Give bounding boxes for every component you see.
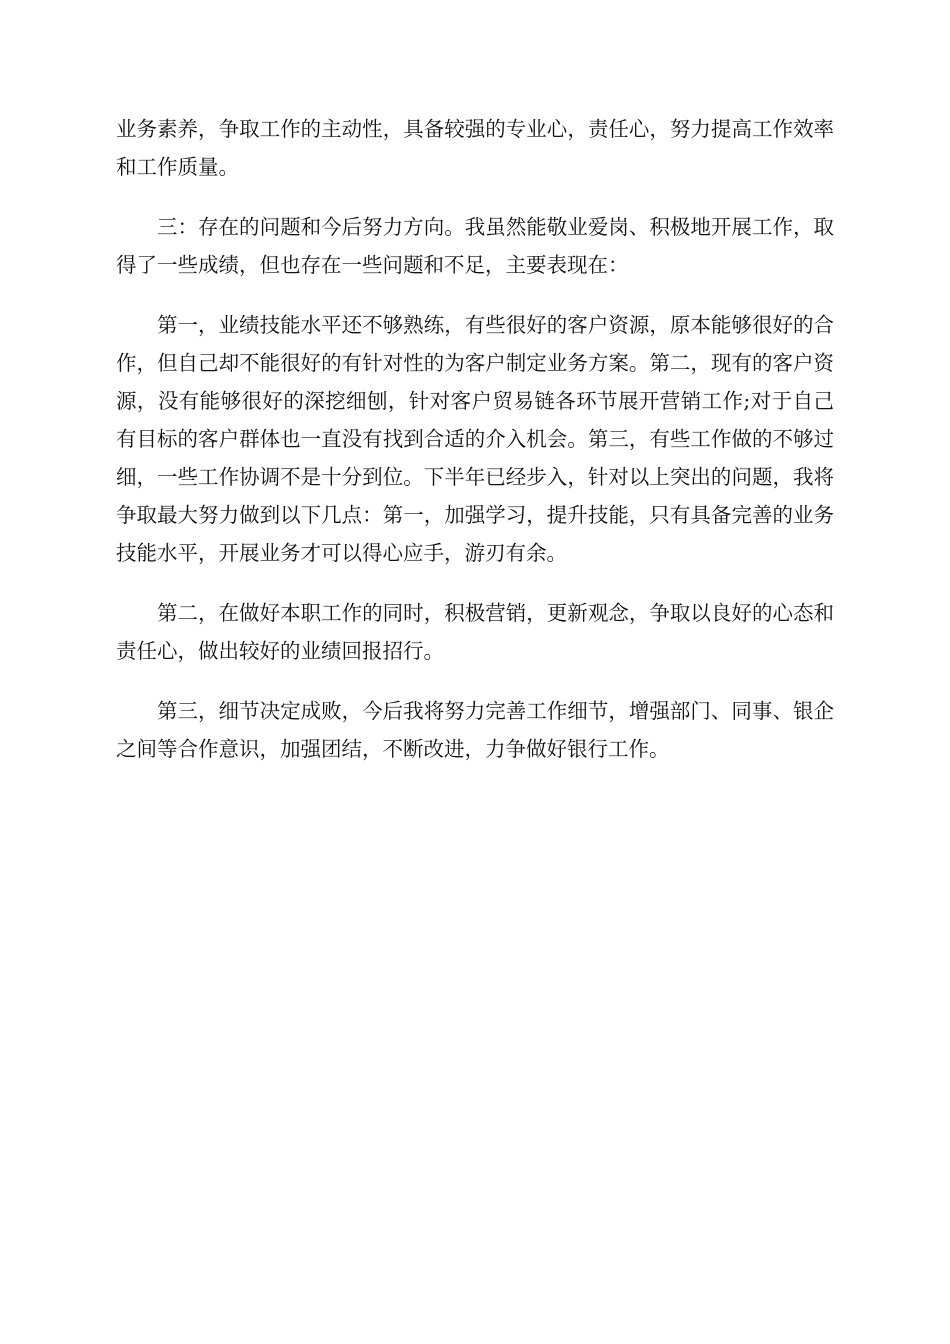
- document-body: [116, 110, 834, 790]
- paragraph-third-point: 第三，细节决定成败，今后我将努力完善工作细节，增强部门、同事、银企之间等合作意识，加强团结，不断改进，力争做好银行工作。: [116, 699, 834, 761]
- paragraph-first-point: 第一，业绩技能水平还不够熟练，有些很好的客户资源，原本能够很好的合作，但自己却不能很好的有针对性的为客户制定业务方案。第二，现有的客户资源，没有能够很好的深挖细刨，针对客户贸易链各环节展开营销工作;对于自己有目标的客户群体也一直没有找到合适的介入机会。第三，有些工作做的不够过细，一些工作协调不是十分到位。下半年已经步入，针对以上突出的问题，我将争取最大努力做到以下几点：第一，加强学习，提升技能，只有具备完善的业务技能水平，开展业务才可以得心应手，游刃有余。: [116, 313, 834, 565]
- paragraph-problems-intro: 三：存在的问题和今后努力方向。我虽然能敬业爱岗、积极地开展工作，取得了一些成绩，但也存在一些问题和不足，主要表现在：: [116, 215, 834, 277]
- paragraph-second-point: 第二，在做好本职工作的同时，积极营销，更新观念，争取以良好的心态和责任心，做出较好的业绩回报招行。: [116, 601, 834, 663]
- paragraph-continuation: 业务素养，争取工作的主动性，具备较强的专业心，责任心，努力提高工作效率和工作质量。: [116, 117, 834, 179]
